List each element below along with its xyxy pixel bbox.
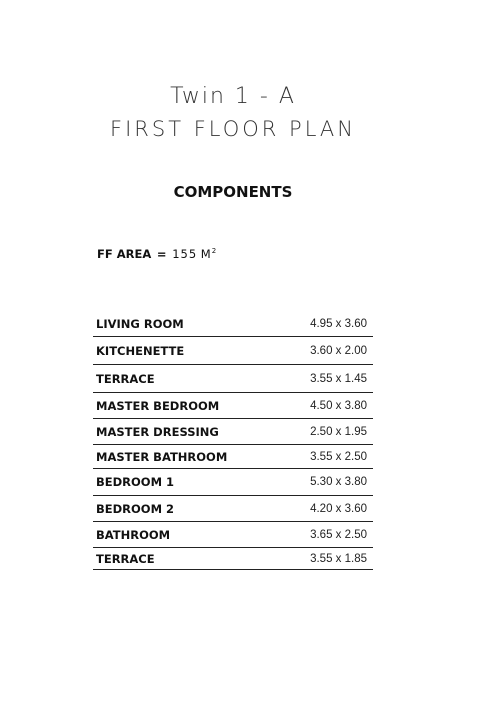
room-row (93, 337, 373, 365)
floor-area-equals: = (156, 247, 167, 261)
room-name: BEDROOM 1 (96, 475, 175, 489)
room-row (93, 419, 373, 445)
room-list (93, 311, 373, 570)
room-dimensions: 2.50 x 1.95 (310, 425, 367, 438)
room-dimensions: 4.95 x 3.60 (310, 317, 367, 330)
room-dimensions: 4.50 x 3.80 (310, 399, 367, 412)
room-dimensions: 3.55 x 1.45 (310, 372, 367, 385)
room-dimensions: 4.20 x 3.60 (310, 502, 367, 515)
room-dimensions: 3.60 x 2.00 (310, 344, 367, 357)
floor-area (97, 247, 217, 261)
room-dimensions: 3.55 x 1.85 (310, 552, 367, 565)
room-name: LIVING ROOM (96, 316, 184, 331)
room-name: BEDROOM 2 (96, 501, 175, 516)
floor-area-unit (201, 247, 217, 261)
room-name: MASTER BATHROOM (96, 449, 228, 464)
room-dimensions: 3.55 x 2.50 (310, 450, 367, 463)
room-name: TERRACE (96, 371, 155, 386)
room-row (93, 445, 373, 469)
room-name: MASTER DRESSING (96, 424, 219, 439)
room-name: TERRACE (96, 551, 155, 566)
room-row (93, 311, 373, 337)
floor-area-label: FF AREA (97, 247, 152, 261)
floor-area-value: 155 (172, 247, 198, 261)
room-row (93, 522, 373, 548)
floor-area-unit-superscript: 2 (211, 247, 218, 256)
room-row (93, 393, 373, 419)
room-row (93, 496, 373, 522)
components-heading: COMPONENTS (173, 183, 293, 201)
room-row (93, 548, 373, 570)
room-dimensions: 3.65 x 2.50 (310, 528, 367, 541)
plan-title: Twin 1 - A (170, 84, 296, 109)
plan-subtitle: FIRST FLOOR PLAN (110, 117, 356, 141)
room-row (93, 365, 373, 393)
floor-area-unit-base: M (200, 247, 212, 261)
room-name: KITCHENETTE (96, 343, 185, 358)
room-name: BATHROOM (96, 527, 171, 542)
room-name: MASTER BEDROOM (96, 398, 220, 413)
room-row (93, 469, 373, 496)
room-dimensions: 5.30 x 3.80 (310, 476, 367, 488)
